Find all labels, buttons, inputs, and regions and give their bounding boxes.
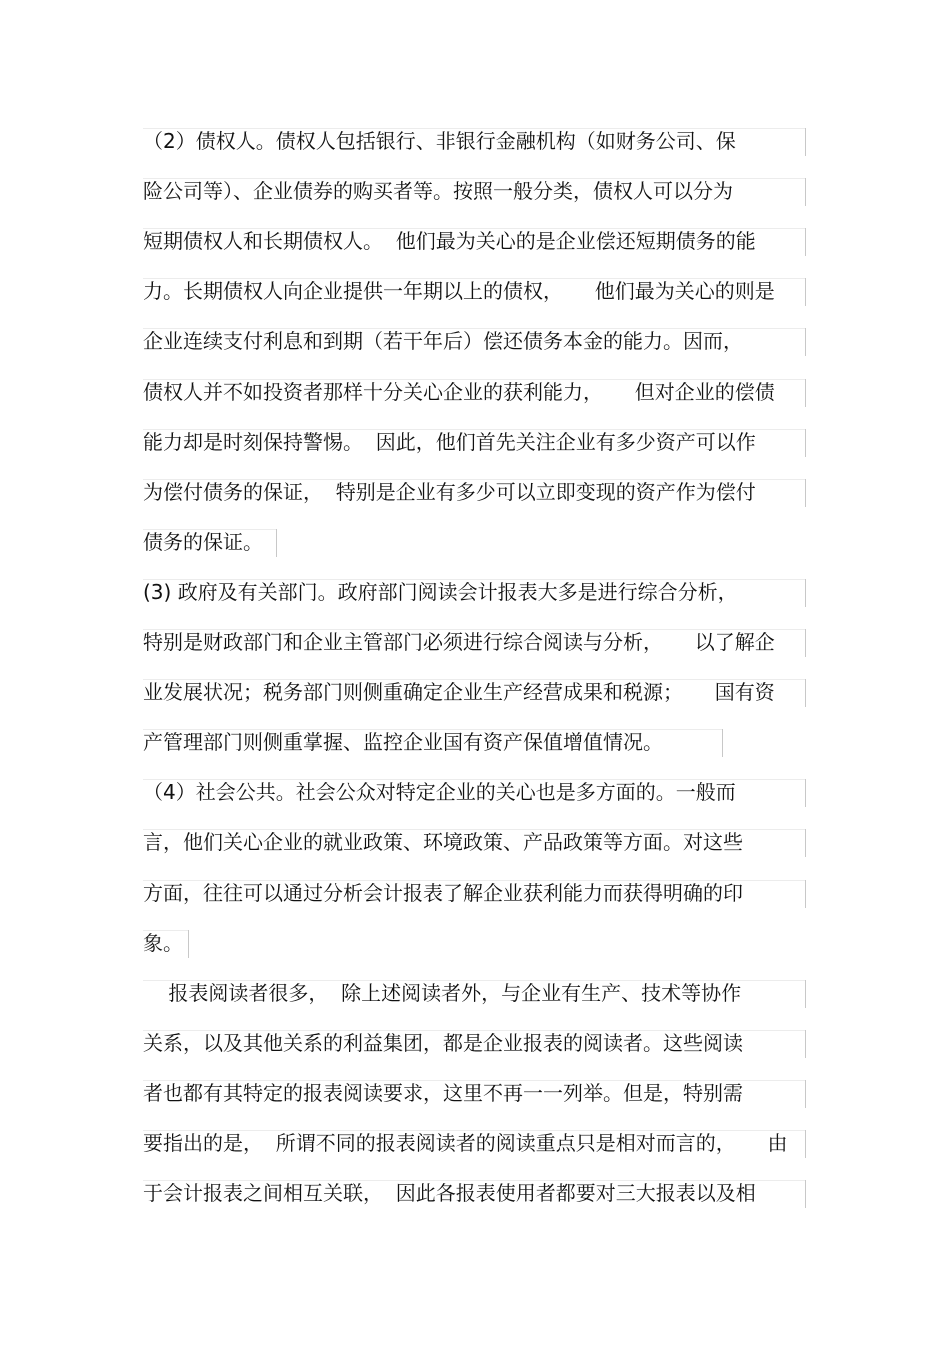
line-end-tick [276,529,277,557]
text-line: 方面，往往可以通过分析会计报表了解企业获利能力而获得明确的印 [143,881,743,905]
text-line: 能力却是时刻保持警惕。 因此，他们首先关注企业有多少资产可以作 [143,430,756,454]
text-line: 险公司等）、企业债券的购买者等。按照一般分类，债权人可以分为 [143,179,733,203]
text-line: （4）社会公共。社会公众对特定企业的关心也是多方面的。一般而 [143,780,736,804]
text-line: (3) 政府及有关部门。政府部门阅读会计报表大多是进行综合分析， [143,580,738,604]
text-line: 者也都有其特定的报表阅读要求，这里不再一一列举。但是，特别需 [143,1081,743,1105]
line-end-tick [805,1030,806,1058]
text-line: 业发展状况；税务部门则侧重确定企业生产经营成果和税源； 国有资 [143,680,775,704]
line-end-tick [805,328,806,356]
line-end-tick [188,930,189,958]
line-end-tick [805,278,806,306]
line-end-tick [805,429,806,457]
text-line: 产管理部门则侧重掌握、监控企业国有资产保值增值情况。 [143,730,663,754]
text-line: 象。 [143,931,183,955]
text-line: 短期债权人和长期债权人。 他们最为关心的是企业偿还短期债务的能 [143,229,756,253]
line-end-tick [805,829,806,857]
text-line: 报表阅读者很多， 除上述阅读者外，与企业有生产、技术等协作 [143,981,742,1005]
line-end-tick [805,629,806,657]
text-line: 企业连续支付利息和到期（若干年后）偿还债务本金的能力。因而， [143,329,743,353]
line-end-tick [805,228,806,256]
line-end-tick [805,379,806,407]
line-end-tick [805,579,806,607]
text-line: 为偿付债务的保证， 特别是企业有多少可以立即变现的资产作为偿付 [143,480,756,504]
text-line: 债务的保证。 [143,530,263,554]
text-line: 要指出的是， 所谓不同的报表阅读者的阅读重点只是相对而言的， 由 [143,1131,788,1155]
line-end-tick [722,729,723,757]
line-end-tick [805,980,806,1008]
line-end-tick [805,1130,806,1158]
text-line: 力。长期债权人向企业提供一年期以上的债权， 他们最为关心的则是 [143,279,775,303]
line-end-tick [805,128,806,156]
line-end-tick [805,779,806,807]
line-end-tick [805,679,806,707]
text-line: 关系，以及其他关系的利益集团，都是企业报表的阅读者。这些阅读 [143,1031,743,1055]
text-line: （2）债权人。债权人包括银行、非银行金融机构（如财务公司、保 [143,129,736,153]
text-line: 言，他们关心企业的就业政策、环境政策、产品政策等方面。对这些 [143,830,743,854]
text-line: 债权人并不如投资者那样十分关心企业的获利能力， 但对企业的偿债 [143,380,775,404]
line-end-tick [805,479,806,507]
line-end-tick [805,880,806,908]
line-end-tick [805,178,806,206]
text-line: 于会计报表之间相互关联， 因此各报表使用者都要对三大报表以及相 [143,1181,756,1205]
line-end-tick [805,1080,806,1108]
text-line: 特别是财政部门和企业主管部门必须进行综合阅读与分析， 以了解企 [143,630,775,654]
line-end-tick [805,1180,806,1208]
